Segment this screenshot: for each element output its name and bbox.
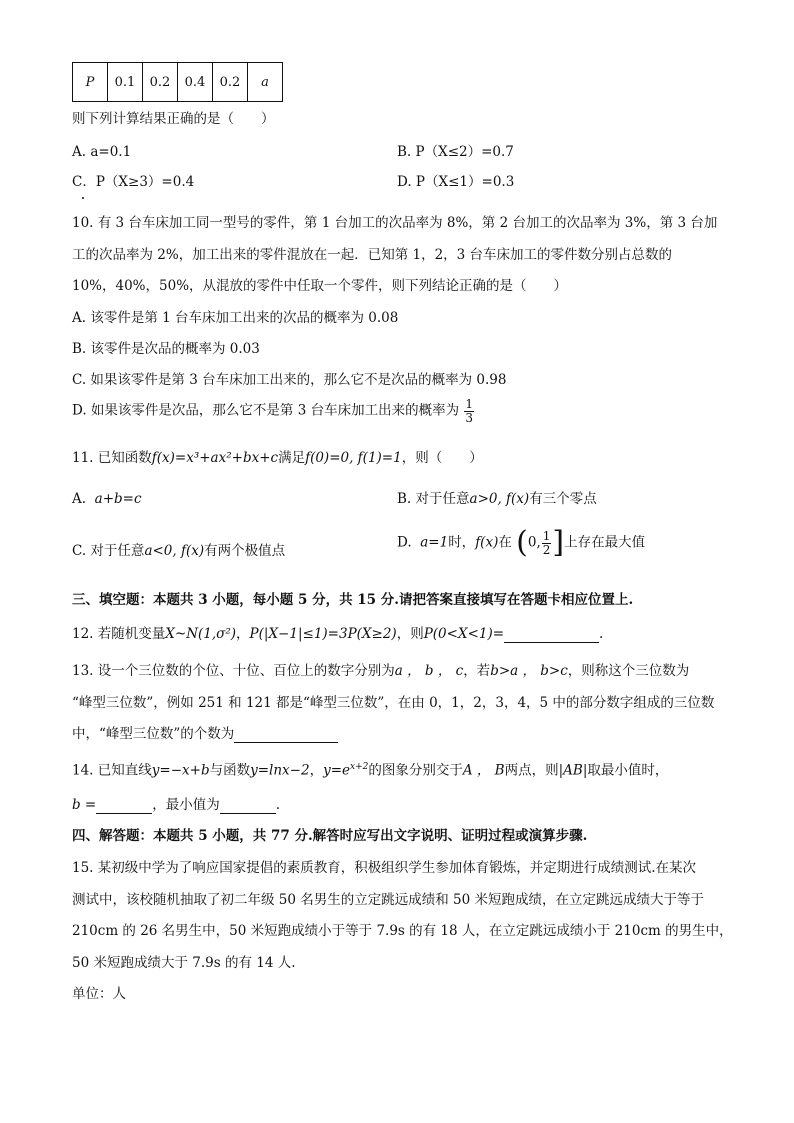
q14-mid2: 的图象分别交于: [368, 762, 463, 779]
q12-end: .: [599, 626, 604, 642]
q9-option-d: D. P（X≤1）=0.3: [397, 174, 515, 190]
table-cell: 0.1: [108, 63, 143, 102]
q14-f1: y=lnx−2: [250, 762, 310, 779]
table-cell: 0.2: [143, 63, 178, 102]
fraction-one-third: [464, 398, 474, 424]
q10-option-d: [72, 398, 475, 424]
q14-sep: ，: [309, 762, 324, 779]
q10-line-1: 10. 有 3 台车床加工同一型号的零件，第 1 台加工的次品率为 8%，第 2 台加工的次品率为 3%，第 3 台加: [72, 215, 718, 231]
q11-d-math: a=1: [420, 534, 449, 551]
q9-option-b: B. P（X≤2）=0.7: [397, 144, 514, 160]
q12-comma: ，: [236, 626, 250, 642]
q14-mid1: 与函数: [209, 762, 251, 779]
table-cell: P: [73, 63, 108, 102]
q11-mid: 满足: [278, 450, 306, 466]
q14-b-label: b =: [72, 797, 97, 813]
q13-line-3: [72, 727, 338, 743]
q13-line-2: “峰型三位数”，例如 251 和 121 都是“峰型三位数”，在由 0，1，2，3，4，5 中的部分数字组成的三位数: [72, 695, 715, 711]
q9-prompt: 则下列计算结果正确的是（ ）: [72, 111, 275, 127]
q12-condition: P(|X−1|≤1)=3P(X≥2): [249, 626, 397, 642]
q15-line-3: 210cm 的 26 名男生中，50 米短跑成绩小于等于 7.9s 的有 18 人，在立定跳远成绩小于 210cm 的男生中，: [72, 923, 733, 939]
q9-option-c: C．P（X≥3）=0.4: [72, 174, 195, 190]
fraction-numerator: 1: [465, 397, 474, 411]
q13-condition: b>a ， b>c: [490, 663, 568, 679]
q12-distribution: X~N(1,σ²): [165, 626, 237, 642]
right-bracket: ]: [552, 525, 565, 560]
q11-d-in: 在: [498, 534, 512, 551]
q11-a-label: A.: [72, 491, 87, 507]
table-cell: 0.4: [178, 63, 213, 102]
q11-c-math: a<0, f(x): [144, 543, 205, 559]
fraction-denominator: 2: [542, 542, 551, 557]
q11-b-math: a>0, f(x): [469, 491, 530, 507]
q11-a-math: a+b=c: [94, 491, 142, 507]
q14-mid3: 两点，则: [504, 762, 559, 779]
q13-line-1: [72, 664, 689, 679]
q9-option-a: A. a=0.1: [72, 144, 132, 160]
q11-b-label: B. 对于任意: [397, 491, 470, 507]
table-row: [73, 63, 283, 102]
q11-stem: [72, 451, 483, 466]
q14-abs: |AB|: [558, 762, 588, 779]
q11-function: f(x)=x³+ax²+bx+c: [151, 450, 279, 466]
q14-f2-exponent: x+2: [350, 762, 369, 772]
q15-line-2: 测试中，该校随机抽取了初二年级 50 名男生的立定跳远成绩和 50 米短跑成绩，在立定跳远成绩大于等于: [72, 892, 705, 908]
q11-c-label: C. 对于任意: [72, 543, 145, 559]
q11-d-mid: 时，: [448, 534, 476, 551]
q10-option-d-text: D. 如果该零件是次品，那么它不是第 3 台车床加工出来的概率为: [72, 402, 460, 419]
q11-d-interval-left: 0,: [527, 534, 541, 551]
answer-blank[interactable]: [96, 798, 152, 814]
q14-line: y=−x+b: [151, 762, 210, 779]
q12-stem: [72, 627, 603, 643]
q10-option-c: C. 如果该零件是第 3 台车床加工出来的，那么它不是次品的概率为 0.98: [72, 372, 507, 388]
q11-conditions: f(0)=0, f(1)=1: [305, 450, 402, 466]
left-paren: (: [516, 525, 528, 560]
q14-pre: 14. 已知直线: [72, 762, 152, 779]
q10-option-a: A. 该零件是第 1 台车床加工出来的次品的概率为 0.08: [72, 310, 399, 326]
fraction-denominator: 3: [465, 410, 474, 425]
answer-blank[interactable]: [234, 727, 338, 743]
q10-line-3: 10%，40%，50%，从混放的零件中任取一个零件，则下列结论正确的是（ ）: [72, 278, 568, 294]
answer-blank[interactable]: [504, 627, 599, 643]
q11-c-post: 有两个极值点: [204, 543, 286, 559]
q14-line-1: [72, 763, 668, 778]
q12-pre: 12. 若随机变量: [72, 626, 166, 642]
q11-d-post: 上存在最大值: [564, 534, 646, 551]
q10-option-b: B. 该零件是次品的概率为 0.03: [72, 341, 260, 357]
q13-line3-text: 中，“峰型三位数”的个数为: [72, 726, 235, 742]
q15-line-1: 15. 某初级中学为了响应国家提倡的素质教育，积极组织学生参加体育锻炼，并定期进行成绩测试.在某次: [72, 860, 697, 876]
q15-unit: 单位：人: [72, 986, 126, 1002]
stray-dot: [82, 197, 84, 199]
q11-pre: 11. 已知函数: [72, 450, 152, 466]
q12-mid: ，则: [396, 626, 424, 642]
q14-points: A ， B: [462, 762, 505, 779]
answer-blank[interactable]: [220, 798, 276, 814]
table-cell: 0.2: [213, 63, 248, 102]
probability-table: [72, 62, 283, 102]
table-cell: a: [248, 63, 283, 102]
section-4-heading: 四、解答题：本题共 5 小题，共 77 分.解答时应写出文字说明、证明过程或演算步骤.: [72, 828, 588, 844]
q12-ask: P(0<X<1)=: [423, 626, 505, 642]
fraction-one-half: [542, 530, 552, 556]
q14-post: 取最小值时，: [587, 762, 669, 779]
q11-option-d: [397, 525, 646, 560]
q15-line-4: 50 米短跑成绩大于 7.9s 的有 14 人.: [72, 955, 296, 971]
q11-option-a: [72, 492, 142, 507]
q11-d-fx: f(x): [475, 534, 499, 551]
q14-f2: y=e: [323, 762, 350, 779]
section-3-heading: 三、填空题：本题共 3 小题，每小题 5 分，共 15 分.请把答案直接填写在答题卡相应位置上.: [72, 592, 634, 608]
q13-line1-post: ，则称这个三位数为: [567, 663, 690, 679]
q14-line-2: [72, 798, 280, 814]
q10-line-2: 工的次品率为 2%，加工出来的零件混放在一起．已知第 1，2，3 台车床加工的零件数分别占总数的: [72, 247, 673, 263]
q14-line2-end: .: [275, 797, 281, 813]
q11-option-b: [397, 492, 597, 507]
q13-line1-mid: ，若: [463, 663, 491, 679]
q11-post: ，则（ ）: [401, 450, 483, 466]
q11-option-c: [72, 544, 285, 559]
q11-b-post: 有三个零点: [529, 491, 597, 507]
q13-line1-pre: 13. 设一个三位数的个位、十位、百位上的数字分别为: [72, 663, 395, 679]
q14-line2-mid: ，最小值为: [152, 797, 220, 813]
fraction-numerator: 1: [542, 528, 551, 543]
q11-d-label: D.: [397, 534, 412, 551]
q13-vars: a ， b ， c: [394, 663, 464, 679]
